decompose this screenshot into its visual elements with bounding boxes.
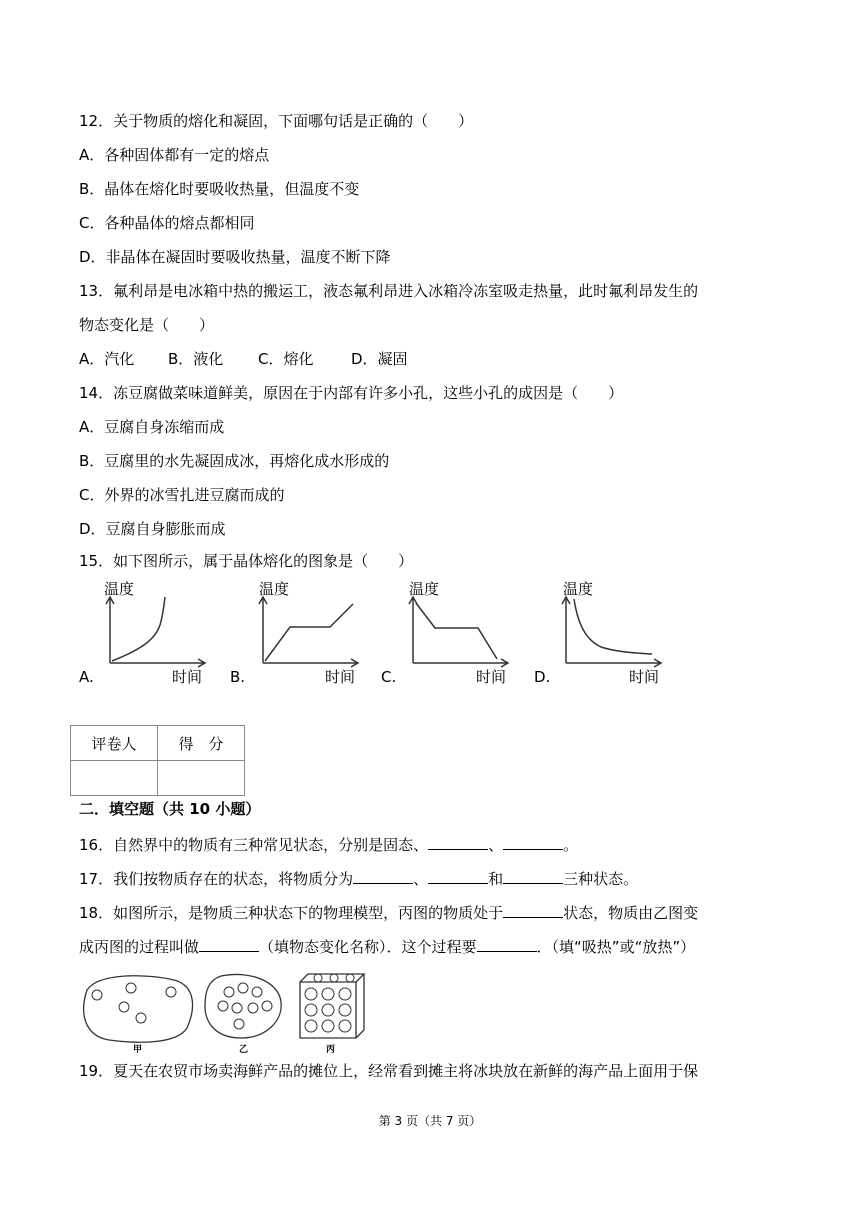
q18-line1: [79, 901, 698, 923]
graph-b-letter: B.: [230, 668, 246, 686]
model-gas: [79, 970, 199, 1054]
label-bing: 丙: [326, 1045, 336, 1055]
q12-stem: 12．关于物质的熔化和凝固，下面哪句话是正确的（ ）: [79, 112, 474, 130]
score-cell[interactable]: [158, 761, 245, 796]
score-table: [70, 725, 245, 796]
graph-b-plot: [253, 595, 363, 670]
q16-part3: 。: [563, 836, 579, 854]
graph-a-letter: A.: [79, 668, 94, 686]
graph-d-ylabel: 温度: [563, 580, 594, 598]
q12-option-a: A．各种固体都有一定的熔点: [79, 146, 270, 164]
q16-blank2[interactable]: [503, 833, 563, 850]
q14-option-a: A．豆腐自身冻缩而成: [79, 418, 225, 436]
score-header: 得 分: [158, 726, 245, 761]
reviewer-header: 评卷人: [71, 726, 158, 761]
q12-option-b: B．晶体在熔化时要吸收热量，但温度不变: [79, 180, 360, 198]
q16-part2: 、: [488, 836, 504, 854]
graph-a-plot: [100, 595, 210, 670]
reviewer-cell[interactable]: [71, 761, 158, 796]
q16-part1: 16．自然界中的物质有三种常见状态，分别是固态、: [79, 836, 429, 854]
q12-option-d: D．非晶体在凝固时要吸收热量，温度不断下降: [79, 248, 391, 266]
graph-c-plot: [403, 595, 513, 670]
liquid-particles: [201, 970, 286, 1050]
q17: [79, 867, 638, 889]
q13-option-b: B．液化: [168, 350, 224, 368]
q13-stem-line1: 13．氟利昂是电冰箱中热的搬运工，液态氟利昂进入冰箱冷冻室吸走热量，此时氟利昂发生的: [79, 282, 699, 300]
q18-part1: 18．如图所示，是物质三种状态下的物理模型，丙图的物质处于: [79, 904, 504, 922]
model-liquid: [201, 970, 286, 1054]
q17-part1: 17．我们按物质存在的状态，将物质分为: [79, 870, 354, 888]
q18-part4: （填物态变化名称）．这个过程要: [259, 938, 477, 956]
q16-blank1[interactable]: [428, 833, 488, 850]
q14-option-b: B．豆腐里的水先凝固成冰，再熔化成水形成的: [79, 452, 390, 470]
q14-option-d: D．豆腐自身膨胀而成: [79, 520, 226, 538]
q13-option-a: A．汽化: [79, 350, 135, 368]
q18-part5: ．（填“吸热”或“放热”）: [536, 938, 696, 956]
q18-line2: [79, 935, 695, 957]
graph-c-letter: C.: [381, 668, 397, 686]
q13-option-d: D．凝固: [351, 350, 408, 368]
solid-particles: [296, 970, 368, 1050]
q17-part3: 和: [488, 870, 504, 888]
gas-particles: [79, 970, 199, 1050]
label-jia: 甲: [133, 1045, 143, 1055]
graph-d-letter: D.: [534, 668, 551, 686]
graph-d-xlabel: 时间: [629, 668, 660, 686]
graph-b-xlabel: 时间: [325, 668, 356, 686]
graph-a-ylabel: 温度: [104, 580, 135, 598]
q14-option-c: C．外界的冰雪扎进豆腐而成的: [79, 486, 285, 504]
q17-blank1[interactable]: [353, 867, 413, 884]
graph-a-xlabel: 时间: [172, 668, 203, 686]
model-solid: [296, 970, 368, 1054]
q18-blank1[interactable]: [503, 901, 563, 918]
graph-b-ylabel: 温度: [259, 580, 290, 598]
q12-option-c: C．各种晶体的熔点都相同: [79, 214, 255, 232]
q18-blank3[interactable]: [477, 935, 537, 952]
q14-stem: 14．冻豆腐做菜味道鲜美，原因在于内部有许多小孔，这些小孔的成因是（ ）: [79, 384, 624, 402]
q17-blank3[interactable]: [503, 867, 563, 884]
q18-blank2[interactable]: [199, 935, 259, 952]
q18-part2: 状态，物质由乙图变: [563, 904, 699, 922]
q13-stem-line2: 物态变化是（ ）: [79, 316, 215, 334]
q13-option-c: C．熔化: [258, 350, 314, 368]
graph-d-plot: [556, 595, 666, 670]
graph-c-ylabel: 温度: [409, 580, 440, 598]
q17-part2: 、: [413, 870, 429, 888]
q17-blank2[interactable]: [428, 867, 488, 884]
q18-part3: 成丙图的过程叫做: [79, 938, 200, 956]
q15-stem: 15．如下图所示，属于晶体熔化的图象是（ ）: [79, 552, 414, 570]
q16: [79, 833, 578, 855]
section2-title: 二．填空题（共 10 小题）: [79, 800, 261, 818]
q17-part4: 三种状态。: [563, 870, 639, 888]
page-footer: 第 3 页（共 7 页）: [378, 1114, 482, 1128]
q19-stem: 19．夏天在农贸市场卖海鲜产品的摊位上，经常看到摊主将冰块放在新鲜的海产品上面用于保: [79, 1062, 699, 1080]
graph-c-xlabel: 时间: [476, 668, 507, 686]
label-yi: 乙: [239, 1045, 249, 1055]
